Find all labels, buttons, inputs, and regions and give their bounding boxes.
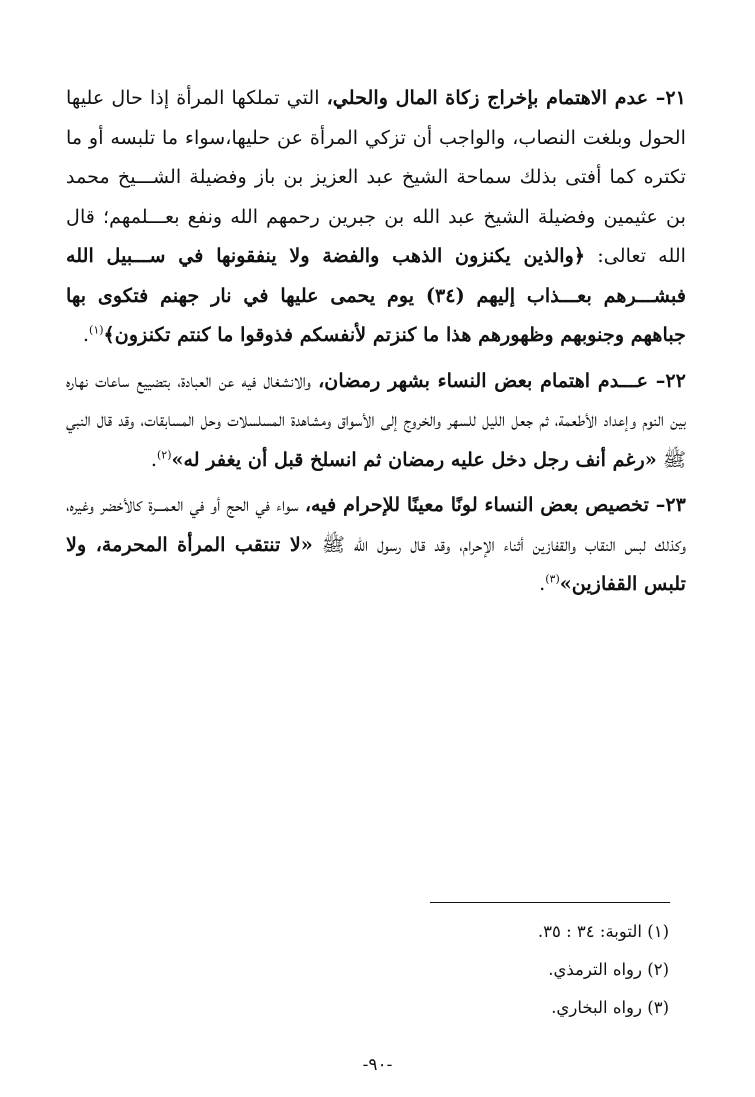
page-number: -٩٠- [362,1055,393,1075]
footnote-divider [430,902,670,903]
paragraph-end: . [150,447,157,471]
paragraph-number: ٢٢ [665,368,686,392]
paragraph-body: سواء في الحج أو في العمـــرة كالأخضر وغيره، وكذلك لبس النقاب والقفازين أثناء الإحرام، وقد قال رسول الله ﷺ [66,493,686,556]
main-text [66,78,686,604]
paragraph-dash: – [648,86,666,109]
paragraph-heading: عـــدم اهتمام بعض النساء بشهر رمضان، [318,368,649,392]
footnote-3: (٣) رواه البخاري. [551,998,669,1017]
footnotes [269,913,669,1027]
quran-quote: ﴿والذين يكنزون الذهب والفضة ولا ينفقونها في ســـبيل الله فبشـــرهم بعـــذاب إليهم (٣٤) يوم يحمى عليها في نار جهنم فتكوى بها جباههم وجنوبهم وظهورهم هذا ما كنزتم لأنفسكم فذوقوا ما كنتم تكنزون﴾ [66,244,686,346]
paragraph-dash: – [648,493,666,516]
paragraph-22 [66,361,686,480]
footnote-2: (٢) رواه الترمذي. [548,960,669,979]
paragraph-23 [66,485,686,604]
paragraph-body: والانشغال فيه عن العبادة، بتضييع ساعات نهاره بين النوم وإعداد الأطعمة، ثم جعل الليل للسهر والخروج إلى الأسواق ومشاهدة المسلسلات وحل المسابقات، وقد قال النبي ﷺ [66,368,686,471]
footnote-ref: (٢) [156,448,172,462]
paragraph-body: التي تملكها المرأة إذا حال عليها الحول وبلغت النصاب، والواجب أن تزكي المرأة عن حليها،سواء ما تلبسه أو ما تكتره كما أفتى بذلك سماحة الشيخ عبد العزيز بن باز وفضيلة الشـــيخ محمد بن عثيمين وفضيلة الشيخ عبد الله بن جبرين رحمهم الله ونفع بعـــلمهم؛ قال الله تعالى: [66,86,686,267]
paragraph-heading: تخصيص بعض النساء لونًا معينًا للإحرام فيه، [304,493,649,516]
paragraph-21 [66,78,686,355]
hadith-quote: «لا تنتقب المرأة المحرمة، ولا تلبس القفازين» [66,532,686,595]
footnote-ref: (١) [89,323,104,337]
paragraph-end: . [82,323,90,346]
paragraph-heading: عدم الاهتمام بإخراج زكاة المال والحلي، [326,86,649,109]
footnote-1: (١) التوبة: ٣٤ : ٣٥. [537,922,669,941]
paragraph-end: . [539,572,546,595]
paragraph-dash: – [648,368,666,392]
footnote-ref: (٣) [545,572,560,586]
hadith-quote: «رغم أنف رجل دخل عليه رمضان ثم انسلخ قبل أن يغفر له» [171,447,657,471]
paragraph-number: ٢١ [665,86,686,109]
paragraph-number: ٢٣ [665,493,686,516]
